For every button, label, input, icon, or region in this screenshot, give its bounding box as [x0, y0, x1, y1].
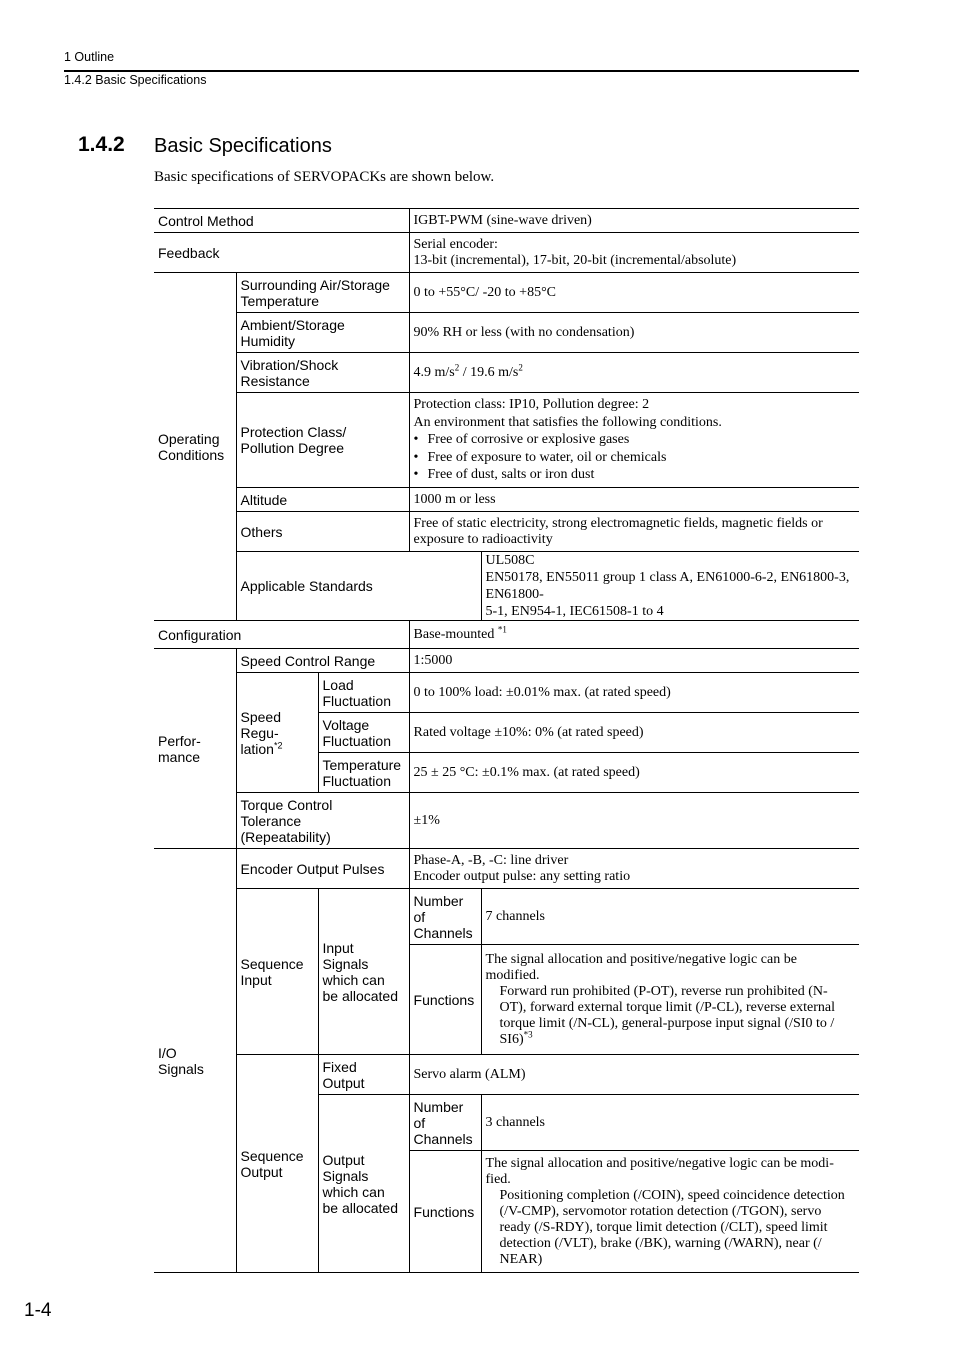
- fixed-output-label: Fixed Output: [318, 1055, 409, 1095]
- speed-regulation-label: Speed Regu- lation$^{*2}$: [236, 673, 318, 793]
- list-item: • Free of exposure to water, oil or chemicals: [413, 449, 667, 465]
- control-method-value: IGBT-PWM (sine-wave driven): [409, 209, 859, 233]
- running-header-section: 1.4.2 Basic Specifications: [64, 73, 207, 87]
- page-number: 1-4: [24, 1300, 52, 1321]
- input-channels-value: 7 channels: [481, 889, 859, 945]
- sequence-input-label: Sequence Input: [236, 889, 318, 1055]
- torque-tolerance-value: ±1%: [409, 793, 859, 849]
- speed-range-label: Speed Control Range: [236, 649, 409, 673]
- table-row: [154, 793, 859, 849]
- table-row: [154, 849, 859, 889]
- specifications-table: [154, 208, 859, 1273]
- temperature-fluctuation-value: 25 ± 25 °C: ±0.1% max. (at rated speed): [409, 753, 859, 793]
- input-functions-value: The signal allocation and positive/negative logic can be modified. Forward run prohibited (P-OT), reverse run prohibited (N- OT), forward external torque limit (/P-CL), reverse external torque limit (/N-CL), general-purpose input signal (/SI0 to / SI6)$^{*3}$: [481, 945, 859, 1055]
- temperature-label: Surrounding Air/Storage Temperature: [236, 273, 409, 313]
- configuration-value: Base-mounted $^{*1}$: [409, 621, 859, 649]
- vibration-label: Vibration/Shock Resistance: [236, 353, 409, 393]
- output-functions-value: The signal allocation and positive/negative logic can be modi- fied. Positioning completion (/COIN), speed coincidence detection (/V-CMP), servomotor rotation detection (/TGON), servo ready (/S-RDY), torque limit detection (/CLT), speed limit detection (/VLT), brake (/BK), warning (/WARN), near (/ NEAR): [481, 1151, 859, 1273]
- vibration-value: 4.9 $m/s^2 / 19.6$ $m/s^2$: [409, 353, 859, 393]
- feedback-value-line: 13-bit (incremental), 17-bit, 20-bit (incremental/absolute): [413, 252, 737, 268]
- others-label: Others: [236, 512, 409, 552]
- temperature-fluctuation-label: Temperature Fluctuation: [318, 753, 409, 793]
- table-row: [154, 621, 859, 649]
- table-row: [154, 889, 859, 945]
- io-signals-label: I/O Signals: [154, 849, 236, 1273]
- table-row: [154, 393, 859, 488]
- encoder-output-label: Encoder Output Pulses: [236, 849, 409, 889]
- humidity-value: 90% RH or less (with no condensation): [409, 313, 859, 353]
- voltage-fluctuation-value: Rated voltage ±10%: 0% (at rated speed): [409, 713, 859, 753]
- feedback-value-line: Serial encoder:: [413, 236, 498, 252]
- torque-tolerance-label: Torque Control Tolerance (Repeatability): [236, 793, 409, 849]
- speed-range-value: 1:5000: [409, 649, 859, 673]
- input-functions-label: Functions: [409, 945, 481, 1055]
- load-fluctuation-value: 0 to 100% load: ±0.01% max. (at rated speed): [409, 673, 859, 713]
- table-row: [154, 233, 859, 273]
- sequence-output-label: Sequence Output: [236, 1055, 318, 1273]
- table-row: [154, 1055, 859, 1095]
- table-row: [154, 512, 859, 552]
- standards-value: UL508C EN50178, EN55011 group 1 class A, EN61000-6-2, EN61800-3, EN61800- 5-1, EN954-1, IEC61508-1 to 4: [481, 552, 859, 621]
- header-rule: [64, 70, 859, 72]
- feedback-value: [409, 233, 859, 273]
- output-functions-label: Functions: [409, 1151, 481, 1273]
- table-row: [154, 353, 859, 393]
- running-header-chapter: 1 Outline: [64, 50, 115, 64]
- control-method-label: Control Method: [154, 209, 409, 233]
- load-fluctuation-label: Load Fluctuation: [318, 673, 409, 713]
- table-row: [154, 488, 859, 512]
- section-intro: Basic specifications of SERVOPACKs are shown below.: [154, 169, 495, 185]
- standards-label: Applicable Standards: [236, 552, 481, 621]
- performance-label: Perfor- mance: [154, 649, 236, 849]
- section-title: Basic Specifications: [154, 135, 332, 157]
- output-signals-allocated-label: Output Signals which can be allocated: [318, 1095, 409, 1273]
- altitude-value: 1000 m or less: [409, 488, 859, 512]
- list-item: • Free of dust, salts or iron dust: [413, 467, 595, 483]
- configuration-label: Configuration: [154, 621, 409, 649]
- input-signals-allocated-label: Input Signals which can be allocated: [318, 889, 409, 1055]
- encoder-output-value: Phase-A, -B, -C: line driver Encoder output pulse: any setting ratio: [409, 849, 859, 889]
- humidity-label: Ambient/Storage Humidity: [236, 313, 409, 353]
- table-row: [154, 552, 859, 621]
- fixed-output-value: Servo alarm (ALM): [409, 1055, 859, 1095]
- table-row: [154, 673, 859, 713]
- others-value: Free of static electricity, strong electromagnetic fields, magnetic fields or exposure to radioactivity: [409, 512, 859, 552]
- table-row: [154, 209, 859, 233]
- protection-label: Protection Class/ Pollution Degree: [236, 393, 409, 488]
- voltage-fluctuation-label: Voltage Fluctuation: [318, 713, 409, 753]
- altitude-label: Altitude: [236, 488, 409, 512]
- protection-value: Protection class: IP10, Pollution degree: 2 An environment that satisfies the following conditions. • Free of corrosive or explosive gases • Free of exposure to water, oil or chemicals • Free of dust, salts or iron dust: [409, 393, 859, 488]
- input-channels-label: Number of Channels: [409, 889, 481, 945]
- temperature-value: 0 to +55°C/ -20 to +85°C: [409, 273, 859, 313]
- table-row: [154, 313, 859, 353]
- section-number: 1.4.2: [78, 133, 125, 156]
- table-row: [154, 649, 859, 673]
- operating-conditions-label: Operating Conditions: [154, 273, 236, 621]
- feedback-label: Feedback: [154, 233, 409, 273]
- output-channels-value: 3 channels: [481, 1095, 859, 1151]
- table-row: [154, 273, 859, 313]
- output-channels-label: Number of Channels: [409, 1095, 481, 1151]
- list-item: • Free of corrosive or explosive gases: [413, 432, 630, 448]
